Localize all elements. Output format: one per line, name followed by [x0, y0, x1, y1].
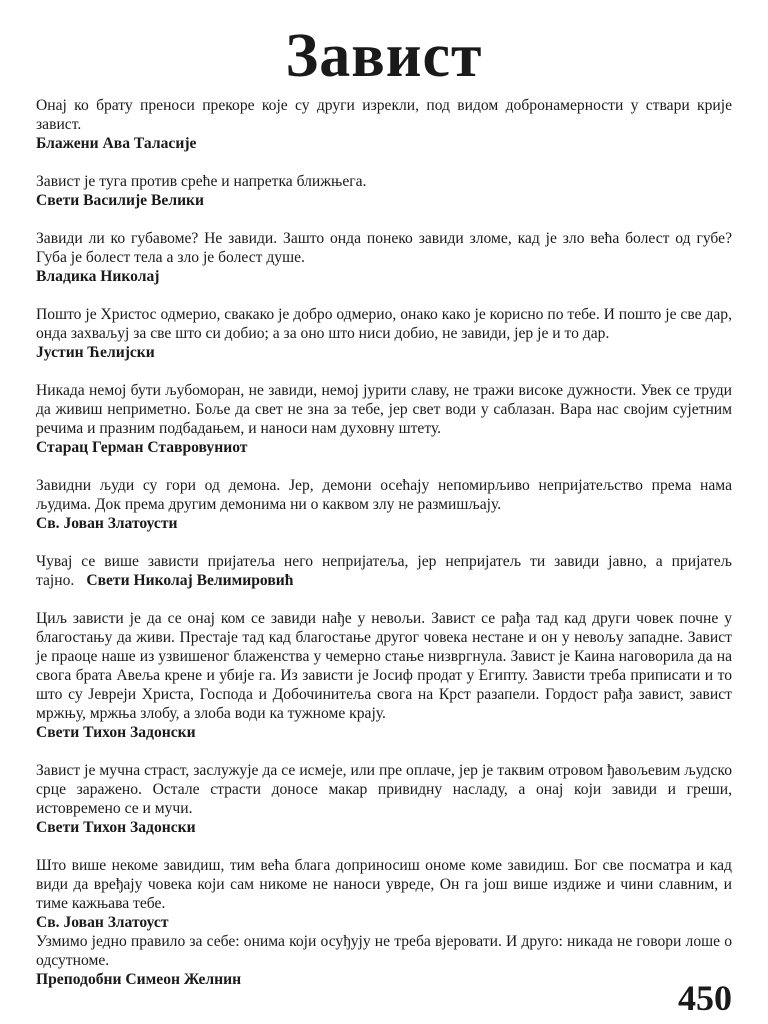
quote-author: Свети Тихон Задонски: [36, 724, 196, 741]
quote-text: Циљ зависти је да се онај ком се завиди нађе у невољи. Завист се рађа тад кад други човек почне у благостању да живи. Престаје тад кад благостање другог човека нестане и он у невољу западне. Завист је праоце наше из узвишеног блаженства у чемерно стање низвргнула. Завист је Каина наговорила да на свога брата Авеља крене и убије га. Из зависти је Јосиф продат у Египту. Зависти треба приписати и то што су Јевреји Христа, Господа и Добочинитеља свога на Крст разапели. Гордост рађа завист, завист мржњу, мржња злобу, а злоба води ка тужноме крају.: [36, 610, 732, 722]
quote-entry: [36, 96, 732, 153]
quote-author: Свети Николај Велимировић: [86, 572, 294, 589]
page-number: 450: [678, 978, 732, 1018]
quote-entry: [36, 305, 732, 362]
quote-text: Завиди ли ко губавоме? Не завиди. Зашто онда понеко завиди зломе, кад је зло већа болест од губе? Губа је болест тела а зло је болест душе.: [36, 230, 732, 266]
quote-text: Чувај се више зависти пријатеља него непријатеља, јер непријатељ ти завиди јавно, а пријатељ тајно.: [36, 553, 732, 589]
quote-text: Никада немој бути љубоморан, не завиди, немој јурити славу, не тражи високе дужности. Увек се труди да живиш неприметно. Боље да свет не зна за тебе, јер свет води у саблазан. Вара нас својим сујетним речима и празним подбадањем, и наноси нам духовну штету.: [36, 382, 732, 437]
quote-author: Св. Јован Златоусти: [36, 515, 178, 532]
quote-entry: [36, 381, 732, 457]
quote-text: Узмимо једно правило за себе: онима који осуђују не треба вјеровати. И друго: никада не говори лоше о одсутноме.: [36, 933, 732, 969]
quote-author: Блажени Ава Таласије: [36, 135, 197, 152]
quote-author: Свети Тихон Задонски: [36, 819, 196, 836]
quote-entry: [36, 172, 732, 210]
quote-text: Онај ко брату преноси прекоре које су други изрекли, под видом добронамерности у ствари крије завист.: [36, 97, 732, 133]
quote-list: [36, 96, 732, 989]
page-title: Завист: [285, 22, 483, 90]
quote-author: Преподобни Симеон Желнин: [36, 971, 242, 988]
document-page: [36, 22, 732, 989]
quote-entry: [36, 552, 732, 590]
quote-author: Јустин Ћелијски: [36, 344, 155, 361]
quote-text: Завист је туга против среће и напретка ближњега.: [36, 173, 367, 190]
quote-text: Пошто је Христос одмерио, свакако је добро одмерио, онако како је корисно по тебе. И пошто је све дар, онда захваљуј за све што си добио; а за оно што ниси добио, не завиди, јер је и то дар.: [36, 306, 732, 342]
quote-author: Старац Герман Ставровуниот: [36, 439, 248, 456]
quote-text: Што више некоме завидиш, тим већа блага доприносиш ономе коме завидиш. Бог све посматра и кад види да вређају човека који сам никоме не наноси увреде, Он га још више издиже и чини славним, и тиме кажњава тебе.: [36, 857, 732, 912]
quote-text: Завидни људи су гори од демона. Јер, демони осећају непомирљиво непријатељство према нама људима. Док према другим демонима ни о каквом злу не размишљају.: [36, 477, 732, 513]
quote-entry: [36, 932, 732, 989]
quote-entry: [36, 761, 732, 837]
quote-entry: [36, 856, 732, 932]
quote-entry: [36, 476, 732, 533]
quote-author: Свети Василије Велики: [36, 192, 205, 209]
quote-author: Владика Николај: [36, 268, 160, 285]
quote-author: Св. Јован Златоуст: [36, 914, 169, 931]
quote-entry: [36, 609, 732, 742]
quote-entry: [36, 229, 732, 286]
quote-text: Завист је мучна страст, заслужује да се исмеје, или пре оплаче, јер је таквим отровом ђавољевим људско срце заражено. Остале страсти доносе макар привидну насладу, а онај који завиди и греши, истовремено се и мучи.: [36, 762, 732, 817]
